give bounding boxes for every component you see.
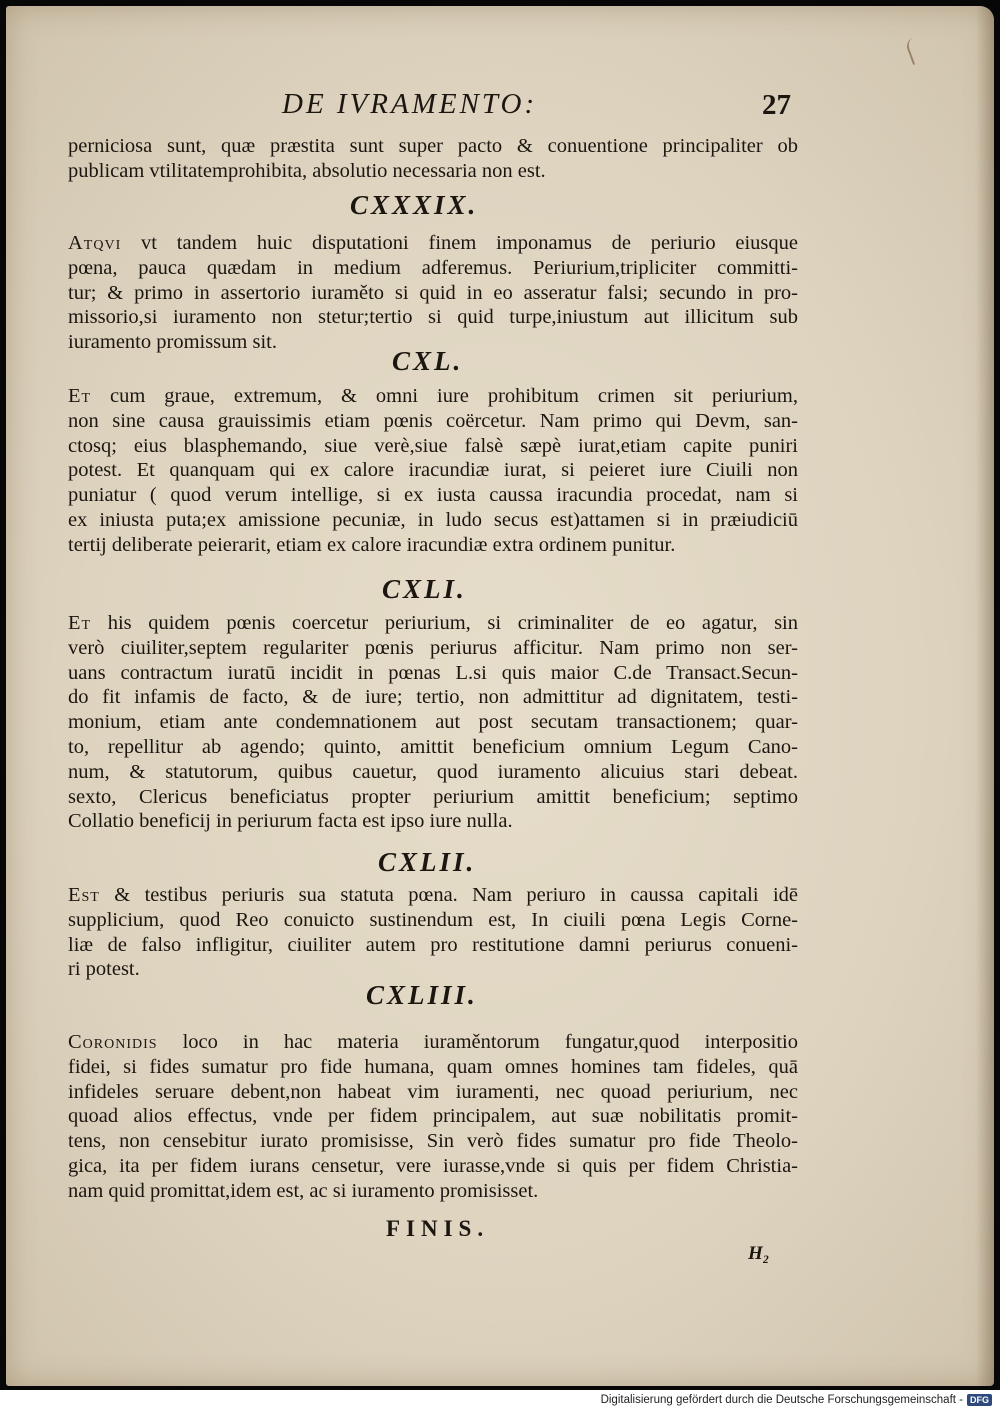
text-line: num, & statutorum, quibus cauetur, quod iuramento alicuius stari debeat. bbox=[68, 760, 798, 783]
text-line: publicam vtilitatemprohibita, absolutio necessaria non est. bbox=[68, 159, 546, 182]
section-heading: CXLIII. bbox=[366, 980, 478, 1010]
section-paragraph bbox=[68, 231, 798, 355]
text-line: liæ de falso infligitur, ciuiliter autem pro restitutione damni periurus conueni- bbox=[68, 933, 798, 956]
section-paragraph bbox=[68, 883, 798, 982]
section-paragraph bbox=[68, 384, 798, 558]
lead-word: Coronidis bbox=[68, 1031, 158, 1053]
text-line: non sine causa grauissimis etiam pœnis coërcetur. Nam primo qui Devm, san- bbox=[68, 409, 798, 432]
text-line: quoad alios effectus, vnde per fidem principalem, aut suæ nobilitatis promit- bbox=[68, 1105, 798, 1128]
credit-text: Digitalisierung gefördert durch die Deutsche Forschungsgemeinschaft - bbox=[600, 1394, 963, 1406]
text-line: monium, etiam ante condemnationem aut post secutam transactionem; quar- bbox=[68, 711, 798, 734]
section-heading: CXLI. bbox=[382, 574, 467, 604]
text-line: sexto, Clericus beneficiatus propter periurium amittit beneficium; septimo bbox=[68, 785, 798, 808]
text-line: tur; & primo in assertorio iuraměto si quid in eo asseratur falsi; secundo in pro- bbox=[68, 281, 798, 304]
text-line: nam quid promittat,idem est, ac si iuramento promisisset. bbox=[68, 1179, 539, 1202]
text-line: uans contractum iuratū incidit in pœnas L.si quis maior C.de Transact.Secun- bbox=[68, 661, 798, 684]
text-line: pœna, pauca quædam in medium adferemus. Periurium,tripliciter committi- bbox=[68, 256, 798, 279]
page-number: 27 bbox=[762, 89, 791, 121]
lead-word: Atqvi bbox=[68, 232, 122, 254]
text-line: infideles seruare debent,non habeat vim iuramenti, nec quoad periurium, nec bbox=[68, 1080, 798, 1103]
text-line: iuramento promissum sit. bbox=[68, 331, 277, 354]
text-line: supplicium, quod Reo conuicto sustinendum est, In ciuili pœna Legis Corne- bbox=[68, 908, 798, 931]
signature-mark: H₂ bbox=[748, 1243, 770, 1264]
text-line: & testibus periuris sua statuta pœna. Nam periuro in caussa capitali idē bbox=[114, 884, 798, 906]
text-line: ex iniusta puta;ex amissione pecuniæ, in ludo secus est)attamen si in præiudiciū bbox=[68, 508, 798, 531]
text-line: fidei, si fides sumatur pro fide humana, quam omnes homines tam fideles, quā bbox=[68, 1055, 798, 1078]
text-line: perniciosa sunt, quæ præstita sunt super pacto & conuentione principaliter ob bbox=[68, 135, 798, 157]
text-line: to, repellitur ab agendo; quinto, amittit beneficium omnium Legum Cano- bbox=[68, 735, 798, 758]
text-line: vt tandem huic disputationi finem imponamus de periurio eiusque bbox=[141, 232, 798, 254]
text-line: loco in hac materia iuraměntorum fungatur,quod interpositio bbox=[182, 1031, 798, 1053]
text-line: missorio,si iuramento non stetur;tertio si quid turpe,iniustum aut illicitum sub bbox=[68, 306, 798, 329]
text-line: cum graue, extremum, & omni iure prohibitum crimen sit periurium, bbox=[110, 385, 798, 407]
text-line: ri potest. bbox=[68, 958, 140, 981]
dfg-logo: DFG bbox=[967, 1394, 992, 1406]
text-line: do fit infamis de facto, & de iure; tertio, non admittitur ad dignitatem, testi- bbox=[68, 686, 798, 709]
lead-word: Et bbox=[68, 612, 92, 634]
book-page bbox=[6, 6, 994, 1386]
page-tear-mark bbox=[904, 33, 934, 65]
text-line: verò ciuiliter,septem regulariter pœnis periurus afficitur. Nam primo non ser- bbox=[68, 636, 798, 659]
section-heading: CXLII. bbox=[378, 847, 477, 877]
lead-word: Est bbox=[68, 884, 100, 906]
text-line: his quidem pœnis coercetur periurium, si criminaliter de eo agatur, sin bbox=[107, 612, 798, 634]
text-line: ctosq; eius blasphemando, siue verè,siue falsè sæpè iurat,etiam capite puniri bbox=[68, 434, 798, 457]
text-line: potest. Et quanquam qui ex calore iracundiæ iurat, si peieret iure Ciuili non bbox=[68, 459, 798, 482]
text-line: tertij deliberate peierarit, etiam ex calore iracundiæ extra ordinem punitur. bbox=[68, 533, 676, 556]
text-line: tens, non censebitur iurato promisisse, Sin verò fides sumatur pro fide Theolo- bbox=[68, 1130, 798, 1153]
text-line: puniatur ( quod verum intellige, si ex iusta caussa iracundia procedat, nam si bbox=[68, 484, 798, 507]
digitization-credit bbox=[601, 1394, 992, 1406]
running-head: DE IVRAMENTO: bbox=[282, 88, 538, 120]
finis-mark: FINIS. bbox=[386, 1216, 490, 1241]
page-edge-shadow bbox=[976, 6, 994, 1386]
intro-paragraph bbox=[68, 134, 798, 184]
text-line: gica, ita per fidem iurans censetur, vere iurasse,vnde si quis per fidem Christia- bbox=[68, 1154, 798, 1177]
section-paragraph bbox=[68, 1030, 798, 1204]
lead-word: Et bbox=[68, 385, 92, 407]
section-heading: CXXXIX. bbox=[350, 190, 479, 220]
text-line: Collatio beneficij in periurum facta est ipso iure nulla. bbox=[68, 810, 513, 833]
section-paragraph bbox=[68, 611, 798, 834]
section-heading: CXL. bbox=[392, 346, 464, 376]
